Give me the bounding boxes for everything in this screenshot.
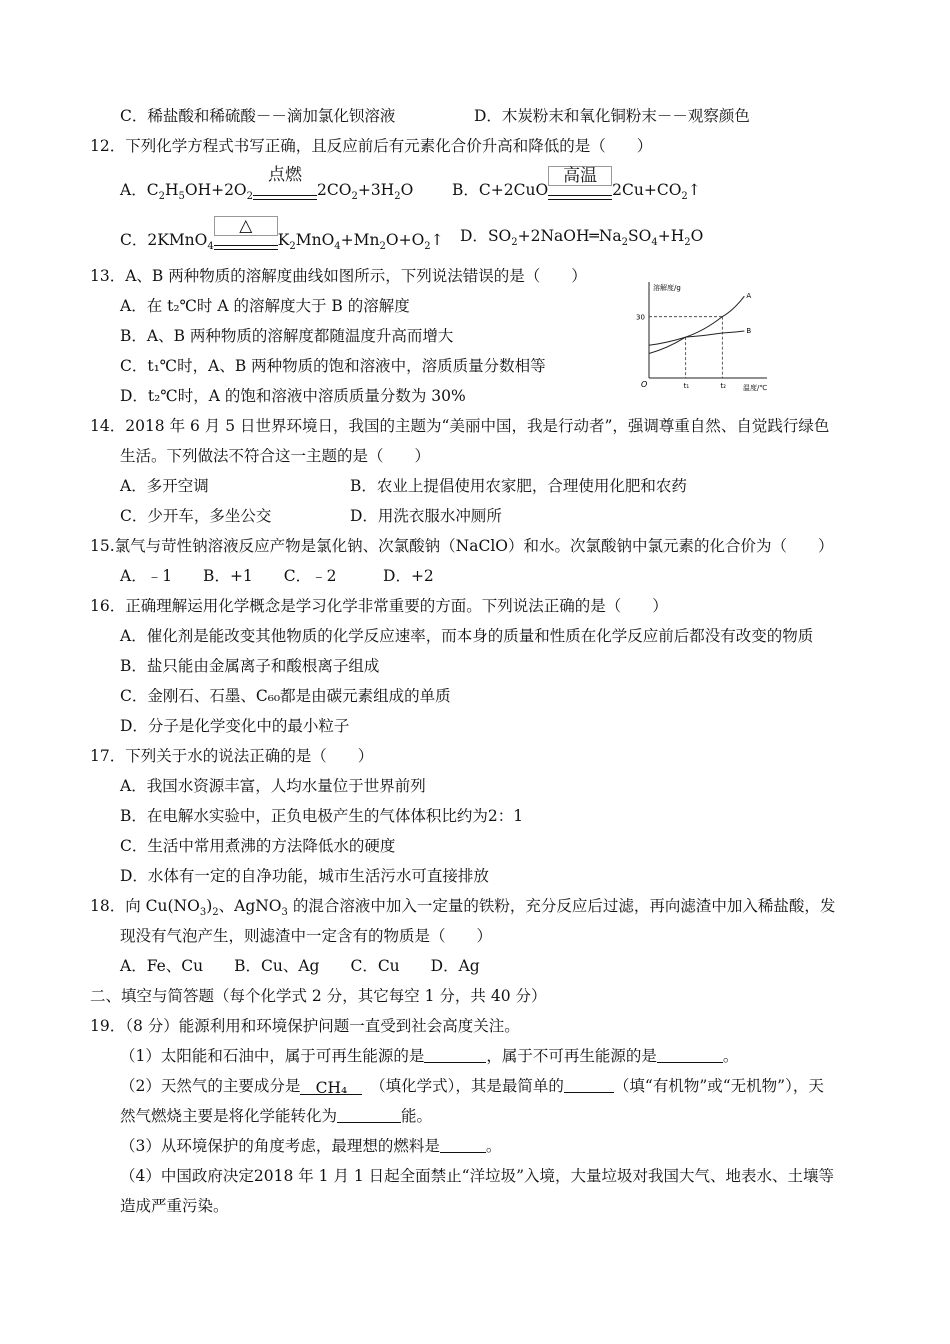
q17-option-b: B．在电解水实验中，正负电极产生的气体体积比约为2：1 xyxy=(120,807,524,825)
q17-option-c: C．生活中常用煮沸的方法降低水的硬度 xyxy=(120,837,396,855)
q12-option-c: C．2KMnO$_4$ △ $K_2MnO_4+Mn_2O+O_2↑$ xyxy=(120,226,444,256)
q14-option-b: B．农业上提倡使用农家肥，合理使用化肥和农药 xyxy=(350,477,687,495)
q19-p3-text-a: （3）从环境保护的角度考虑，最理想的燃料是 xyxy=(120,1137,440,1155)
section-heading: 二、填空与简答题（每个化学式 2 分，其它每空 1 分，共 40 分） xyxy=(90,987,547,1005)
reaction-condition: △ xyxy=(214,216,278,236)
q15-options: A．﹣1 B．+1 C．﹣2 D．+2 xyxy=(120,567,434,585)
q14-option-d: D．用洗衣服水冲厕所 xyxy=(350,507,502,525)
reaction-condition: 高温 xyxy=(548,166,612,186)
reaction-condition: 点燃 xyxy=(253,166,317,184)
q12-option-a: A．$C_2H_5OH+2O_2$ 点燃 $2CO_2+3H_2O$ xyxy=(120,176,413,206)
q14-option-c: C．少开车，多坐公交 xyxy=(120,507,272,525)
q19-stem: 19．（8 分）能源利用和环境保护问题一直受到社会高度关注。 xyxy=(90,1017,520,1035)
q16-option-c: C．金刚石、石墨、C₆₀都是由碳元素组成的单质 xyxy=(120,687,451,705)
answer-blank[interactable] xyxy=(657,1046,723,1063)
q12-option-d: D．$SO_2+2NaOH═Na_2SO_4+H_2O$ xyxy=(460,227,704,248)
q11-option-d: D．木炭粉末和氧化铜粉末－－观察颜色 xyxy=(474,107,750,125)
q19-p3-text-b: 。 xyxy=(485,1137,502,1155)
origin-label: O xyxy=(641,380,648,389)
q19-part3 xyxy=(120,1136,501,1156)
q16-option-b: B．盐只能由金属离子和酸根离子组成 xyxy=(120,657,380,675)
q13-option-c: C．t₁℃时，A、B 两种物质的饱和溶液中，溶质质量分数相等 xyxy=(120,357,546,375)
q17-option-a: A．我国水资源丰富，人均水量位于世界前列 xyxy=(120,777,426,795)
q19-part4-line1: （4）中国政府决定2018 年 1 月 1 日起全面禁止“洋垃圾”入境，大量垃圾对我国大气、地表水、土壤等 xyxy=(120,1167,835,1185)
q12-d-label: D． xyxy=(460,227,488,245)
q19-p1-text-a: （1）太阳能和石油中，属于可再生能源的是 xyxy=(120,1047,425,1065)
q13-option-b: B．A、B 两种物质的溶解度都随温度升高而增大 xyxy=(120,327,454,345)
q12-b-label: B． xyxy=(452,181,479,199)
q17-option-d: D．水体有一定的自净功能，城市生活污水可直接排放 xyxy=(120,867,489,885)
q18-stem-line1: 18．向 $Cu(NO_3)_2$、AgNO$_3$ 的混合溶液中加入一定量的铁粉，充分反应后过滤，再向滤渣中加入稀盐酸，发 xyxy=(90,897,836,918)
q13-option-a: A．在 t₂℃时 A 的溶解度大于 B 的溶解度 xyxy=(120,297,410,315)
solubility-chart xyxy=(635,278,775,393)
q19-p2-text-c: （填“有机物”或“无机物”），天 xyxy=(613,1077,824,1095)
x-tick-label-t1: t₁ xyxy=(683,382,690,390)
q19-p1-text-c: 。 xyxy=(722,1047,739,1065)
reaction-arrow xyxy=(214,216,278,256)
q18-stem-line2: 现没有气泡产生，则滤渣中一定含有的物质是（ ） xyxy=(120,927,493,945)
q19-p2-text-e: 能。 xyxy=(401,1107,433,1125)
answer-blank[interactable] xyxy=(564,1076,614,1093)
q19-p2-text-d: 然气燃烧主要是将化学能转化为 xyxy=(120,1107,338,1125)
x-axis-label: 温度/℃ xyxy=(743,384,768,392)
series-label-B: B xyxy=(746,326,752,335)
q14-stem-line2: 生活。下列做法不符合这一主题的是（ ） xyxy=(120,447,431,465)
q19-part2-line1 xyxy=(120,1076,824,1096)
q19-p1-text-b: ，属于不可再生能源的是 xyxy=(486,1047,657,1065)
q12-c-label: C． xyxy=(120,231,148,249)
q15-stem: 15.氯气与苛性钠溶液反应产物是氯化钠、次氯酸钠（NaClO）和水。次氯酸钠中氯元素的化合价为（ ） xyxy=(90,537,834,555)
q14-option-a: A．多开空调 xyxy=(120,477,209,495)
reaction-arrow xyxy=(548,166,612,206)
series-line-A xyxy=(649,296,744,353)
y-axis-label: 溶解度/g xyxy=(653,284,681,292)
q11-option-c: C．稀盐酸和稀硫酸－－滴加氯化钡溶液 xyxy=(120,107,396,125)
q12-a-label: A． xyxy=(120,181,147,199)
q19-part4-line2: 造成严重污染。 xyxy=(120,1197,229,1215)
q16-option-a: A．催化剂是能改变其他物质的化学反应速率，而本身的质量和性质在化学反应前后都没有改变的物质 xyxy=(120,627,814,645)
q13-option-d: D．t₂℃时，A 的饱和溶液中溶质质量分数为 30% xyxy=(120,387,466,405)
q12-option-b: B．C+2CuO 高温 $2Cu+CO_2↑$ xyxy=(452,176,701,206)
q17-stem: 17．下列关于水的说法正确的是（ ） xyxy=(90,747,374,765)
x-tick-label-t2: t₂ xyxy=(720,382,726,390)
answer-blank[interactable] xyxy=(424,1046,486,1063)
y-tick-label: 30 xyxy=(636,313,645,322)
q14-stem-line1: 14．2018 年 6 月 5 日世界环境日，我国的主题为“美丽中国，我是行动者”，强调尊重自然、自觉践行绿色 xyxy=(90,417,830,435)
q19-p2-text-b: （填化学式），其是最简单的 xyxy=(377,1077,564,1095)
q12-stem: 12．下列化学方程式书写正确，且反应前后有元素化合价升高和降低的是（ ） xyxy=(90,137,653,155)
q18-options: A．Fe、Cu B．Cu、Ag C．Cu D．Ag xyxy=(120,957,480,975)
series-label-A: A xyxy=(746,292,752,301)
q19-part1 xyxy=(120,1046,738,1066)
q16-stem: 16．正确理解运用化学概念是学习化学非常重要的方面。下列说法正确的是（ ） xyxy=(90,597,668,615)
q16-option-d: D．分子是化学变化中的最小粒子 xyxy=(120,717,350,735)
q19-part2-line2 xyxy=(120,1106,432,1126)
reaction-arrow xyxy=(253,165,317,206)
q13-stem: 13．A、B 两种物质的溶解度曲线如图所示，下列说法错误的是（ ） xyxy=(90,267,587,285)
q19-p2-text-a: （2）天然气的主要成分是 xyxy=(120,1077,301,1095)
answer-blank[interactable] xyxy=(337,1106,401,1123)
answer-ch4[interactable]: CH₄ xyxy=(300,1078,362,1095)
answer-blank[interactable] xyxy=(440,1136,486,1153)
